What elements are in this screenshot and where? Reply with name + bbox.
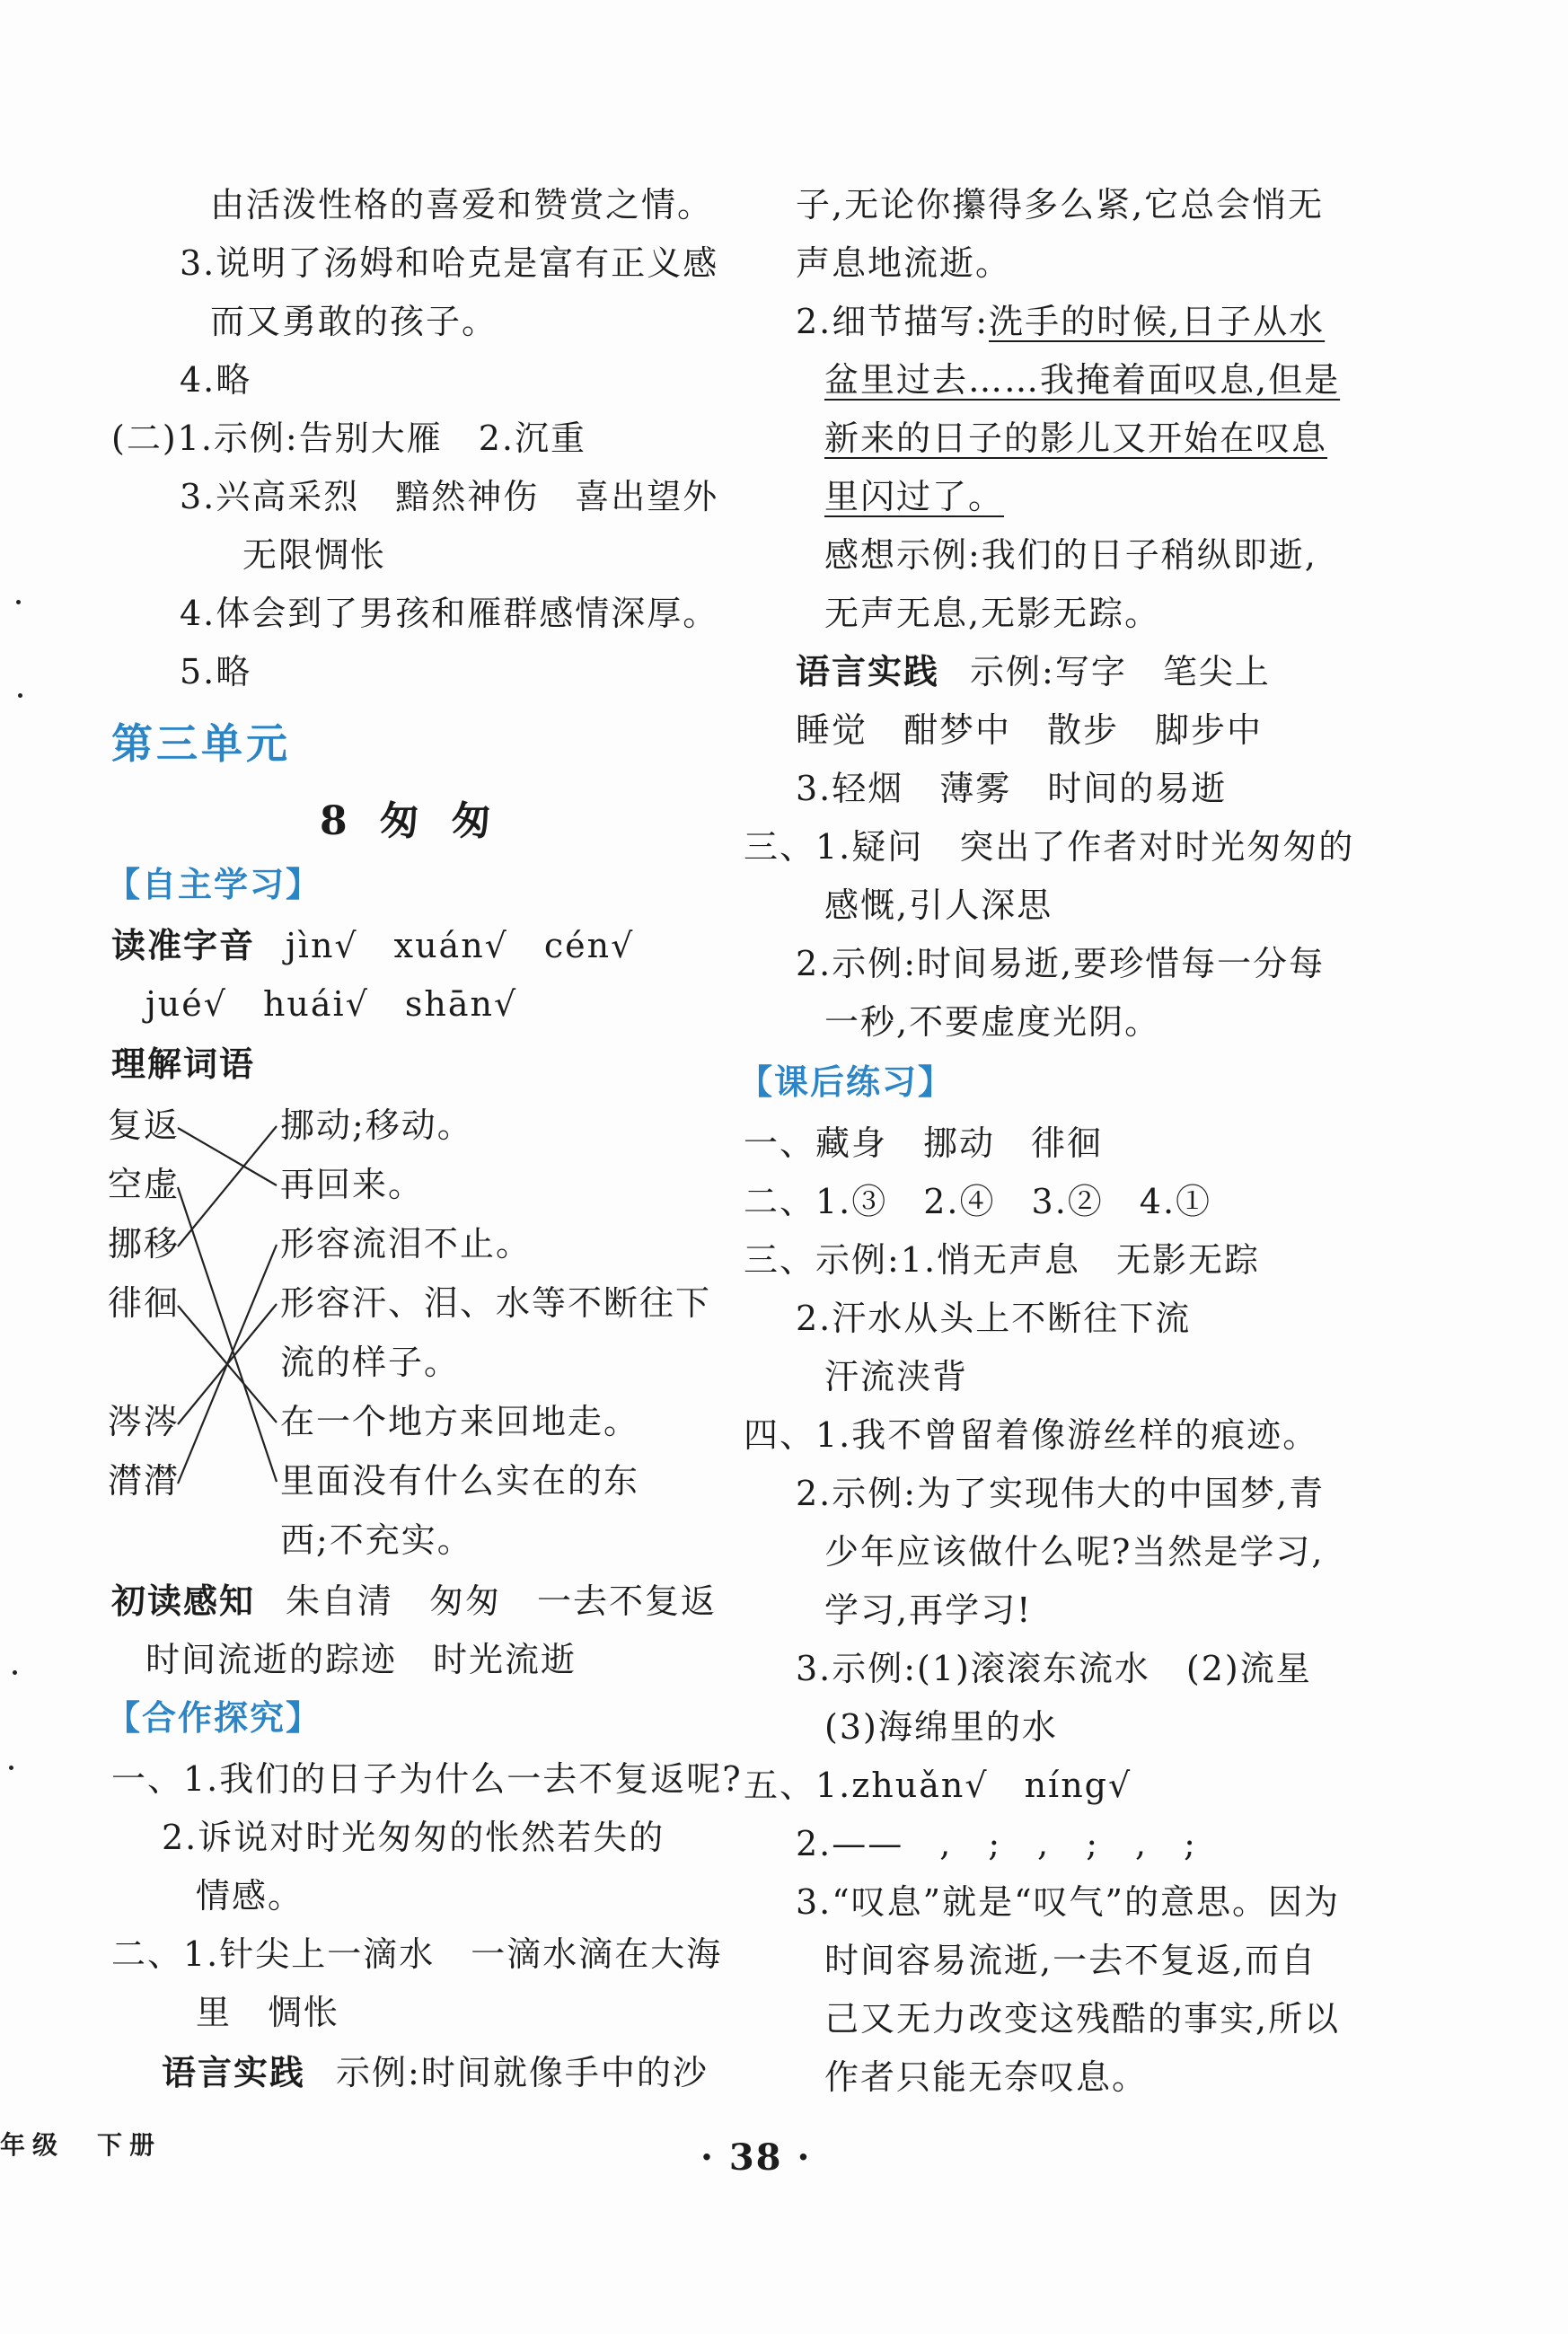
kehou-line-8: 少年应该做什么呢?当然是学习, (824, 1532, 1325, 1572)
right-line-1: 子,无论你攥得多么紧,它总会悄无 (796, 185, 1325, 225)
speck-mark (18, 693, 22, 698)
kehou-line-5: 汗流浃背 (824, 1357, 969, 1396)
right-line-13: 感慨,引人深思 (824, 885, 1053, 925)
kehou-line-6: 四、1.我不曾留着像游丝样的痕迹。 (744, 1415, 1319, 1455)
kehou-line-17: 作者只能无奈叹息。 (824, 2057, 1149, 2097)
match-right-5: 在一个地方来回地走。 (280, 1402, 640, 1441)
chudu-label: 初读感知 (111, 1581, 256, 1621)
right-line-15: 一秒,不要虚度光阴。 (824, 1002, 1161, 1042)
duzhun-answers-1: jìn√ xuán√ cén√ (286, 926, 635, 965)
right-line-14: 2.示例:时间易逝,要珍惜每一分每 (796, 944, 1326, 983)
match-left-5: 涔涔 (108, 1402, 181, 1441)
lesson-char-1: 匆 (379, 798, 419, 844)
match-left-2: 空虚 (108, 1165, 181, 1204)
yuyan-text-right: 示例:写字 笔尖上 (970, 652, 1271, 691)
match-right-6b: 西;不充实。 (280, 1520, 473, 1560)
yuyan-text-left: 示例:时间就像手中的沙 (336, 2053, 709, 2092)
right-line-3-underlined: 洗手的时候,日子从水 (989, 302, 1326, 341)
kehou-line-16: 己又无力改变这残酷的事实,所以 (824, 1999, 1341, 2039)
speck-mark (16, 600, 21, 604)
hezuo-line-1: 一、1.我们的日子为什么一去不复返呢? (111, 1759, 743, 1799)
match-left-4: 徘徊 (108, 1283, 181, 1323)
right-line-2: 声息地流逝。 (796, 243, 1012, 283)
speck-mark (13, 1670, 17, 1675)
right-line-3-prefix: 2.细节描写: (796, 302, 990, 341)
kehou-line-14: 3.“叹息”就是“叹气”的意思。因为 (796, 1882, 1340, 1922)
yuyan-label-right: 语言实践 (796, 652, 940, 691)
right-line-8: 无声无息,无影无踪。 (824, 594, 1161, 633)
kehou-line-9: 学习,再学习! (824, 1590, 1033, 1630)
chudu-answers-2: 时间流逝的踪迹 时光流逝 (145, 1640, 577, 1679)
section-header-kehou: 【课后练习】 (738, 1062, 955, 1102)
kehou-line-10: 3.示例:(1)滚滚东流水 (2)流星 (796, 1649, 1312, 1688)
match-left-3: 挪移 (108, 1224, 181, 1264)
chudu-answers-1: 朱自清 匆匆 一去不复返 (286, 1581, 718, 1621)
left-line-1: 由活泼性格的喜爱和赞赏之情。 (210, 185, 714, 225)
page-number: · 38 · (700, 2136, 812, 2179)
right-yuyan-row (796, 651, 1271, 692)
chudu-row-1 (111, 1581, 717, 1622)
speck-mark (9, 1766, 13, 1770)
yuyan-label-left: 语言实践 (162, 2053, 306, 2092)
left-line-3: 而又勇敢的孩子。 (210, 302, 498, 341)
hezuo-line-3: 情感。 (196, 1876, 304, 1916)
left-line-2: 3.说明了汤姆和哈克是富有正义感 (180, 243, 719, 283)
left-line-8: 4.体会到了男孩和雁群感情深厚。 (180, 594, 719, 633)
hezuo-line-2: 2.诉说对时光匆匆的怅然若失的 (162, 1818, 665, 1857)
right-line-10: 睡觉 酣梦中 散步 脚步中 (796, 710, 1264, 750)
kehou-line-2: 二、1.③ 2.④ 3.② 4.① (744, 1182, 1212, 1221)
left-line-4: 4.略 (180, 360, 252, 400)
section-header-zizhu: 【自主学习】 (106, 865, 322, 904)
section-header-hezuo: 【合作探究】 (106, 1698, 322, 1738)
hezuo-yuyan-row (162, 2052, 709, 2093)
right-line-3 (796, 301, 1325, 342)
unit-title: 第三单元 (111, 719, 291, 768)
left-line-9: 5.略 (180, 652, 252, 691)
footer-grade: 年级 下册 (0, 2130, 163, 2160)
match-left-1: 复返 (108, 1105, 181, 1145)
kehou-line-1: 一、藏身 挪动 徘徊 (744, 1123, 1104, 1163)
match-line-nuoyi (178, 1126, 277, 1246)
lesson-char-2: 匆 (451, 798, 491, 844)
match-right-6a: 里面没有什么实在的东 (280, 1461, 640, 1501)
lesson-number: 8 (320, 798, 348, 844)
hezuo-line-5: 里 惆怅 (196, 1993, 340, 2032)
right-line-7: 感想示例:我们的日子稍纵即逝, (824, 535, 1317, 575)
right-line-5: 新来的日子的影儿又开始在叹息 (824, 418, 1328, 458)
right-line-4: 盆里过去……我掩着面叹息,但是 (824, 360, 1341, 400)
match-right-1: 挪动;移动。 (280, 1105, 473, 1145)
kehou-line-4: 2.汗水从头上不断往下流 (796, 1299, 1192, 1338)
kehou-line-15: 时间容易流逝,一去不复返,而自 (824, 1941, 1317, 1980)
match-line-shanshan (178, 1245, 277, 1484)
kehou-line-3: 三、示例:1.悄无声息 无影无踪 (744, 1240, 1261, 1280)
kehou-line-11: (3)海绵里的水 (824, 1707, 1058, 1747)
duzhun-answers-2: jué√ huái√ shān√ (145, 984, 518, 1024)
right-line-6: 里闪过了。 (824, 477, 1005, 516)
match-left-6: 潸潸 (108, 1461, 181, 1501)
left-line-6: 3.兴高采烈 黯然神伤 喜出望外 (180, 477, 719, 516)
lijie-label: 理解词语 (111, 1044, 256, 1084)
match-right-4a: 形容汗、泪、水等不断往下 (280, 1283, 712, 1323)
match-right-2: 再回来。 (280, 1165, 425, 1204)
kehou-line-13: 2.—— , ; , ; , ; (796, 1824, 1197, 1863)
right-line-11: 3.轻烟 薄雾 时间的易逝 (796, 769, 1228, 808)
left-line-5: (二)1.示例:告别大雁 2.沉重 (111, 418, 586, 458)
match-right-4b: 流的样子。 (280, 1343, 461, 1382)
match-line-kongxu (178, 1187, 277, 1482)
left-line-7: 无限惆怅 (242, 535, 387, 575)
match-line-fufan (178, 1128, 277, 1185)
hezuo-line-4: 二、1.针尖上一滴水 一滴水滴在大海 (111, 1934, 723, 1974)
kehou-line-12: 五、1.zhuǎn√ níng√ (744, 1766, 1132, 1805)
kehou-line-7: 2.示例:为了实现伟大的中国梦,青 (796, 1474, 1326, 1513)
duzhun-label: 读准字音 (111, 926, 256, 965)
match-right-3: 形容流泪不止。 (280, 1224, 533, 1264)
right-line-12: 三、1.疑问 突出了作者对时光匆匆的 (744, 827, 1355, 867)
